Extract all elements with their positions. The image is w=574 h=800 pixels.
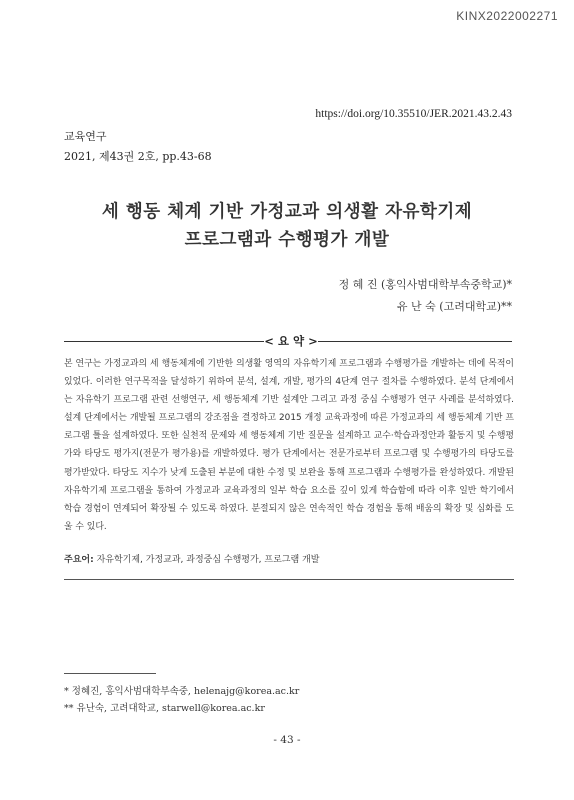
keywords-rule [64, 579, 514, 580]
footnote-author-2: ** 유난숙, 고려대학교, starwell@korea.ac.kr [64, 703, 265, 714]
footnote-author-1: * 정혜진, 홍익사범대학부속중, helenajg@korea.ac.kr [64, 686, 300, 697]
page-number: - 43 - [273, 734, 301, 746]
abstract-body: 본 연구는 가정교과의 세 행동체계에 기반한 의생활 영역의 자유학기제 프로그램과 수행평가를 개발하는 데에 목적이 있었다. 이러한 연구목적을 달성하기 위하여 분석, 설계, 개발, 평가의 4단계 연구 절차를 수행하였다. 분석 단계에서는 자유학기 프로그램 관련 선행연구, 세 행동체계 기반 설계안 그리고 과정 중심 수행평가 연구 사례를 분석하였다. 설계 단계에서는 개발될 프로그램의 강조점을 결정하고 2015 개정 교육과정에 따른 가정교과의 세 행동체계 기반 프로그램 틀을 설계하였다. 또한 실천적 문제와 세 행동체계 기반 질문을 설계하고 교수·학습과정안과 활동지 및 수행평가와 타당도 평가지(전문가 평가용)를 개발하였다. 평가 단계에서는 전문가로부터 프로그램 및 수행평가의 타당도를 평가받았다. 타당도 지수가 낮게 도출된 부분에 대한 수정 및 보완을 통해 프로그램과 수행평가를 완성하였다. 개발된 자유학기제 프로그램을 통하여 가정교과 교육과정의 일부 학습 요소를 깊이 있게 학습함에 따라 이후 일반 학기에서 학습 경험이 연계되어 확장될 수 있도록 하였다. 분절되지 않은 연속적인 학습 경험을 통해 배움의 확장 및 심화를 도울 수 있다. [64, 359, 514, 532]
journal-issue: 2021, 제43권 2호, pp.43-68 [64, 150, 212, 163]
keywords-text: 자유학기제, 가정교과, 과정중심 수행평가, 프로그램 개발 [96, 555, 320, 565]
author-1: 정 혜 진 (홍익사범대학부속중학교)* [338, 278, 512, 291]
doi-link[interactable]: https://doi.org/10.35510/JER.2021.43.2.43 [315, 108, 512, 120]
abstract-heading: < 요 약 > [264, 334, 318, 348]
paper-title-line-1: 세 행동 체계 기반 가정교과 의생활 자유학기제 [101, 202, 473, 222]
journal-name: 교육연구 [64, 130, 107, 143]
keywords-label: 주요어: [64, 555, 94, 565]
footnote-rule [64, 673, 156, 674]
author-2: 유 난 숙 (고려대학교)** [396, 300, 512, 313]
paper-title-line-2: 프로그램과 수행평가 개발 [184, 230, 390, 250]
document-watermark-id: KINX2022002271 [456, 9, 558, 23]
keywords [64, 552, 514, 565]
abstract-rule-right [318, 341, 512, 342]
abstract-rule-left [64, 341, 264, 342]
